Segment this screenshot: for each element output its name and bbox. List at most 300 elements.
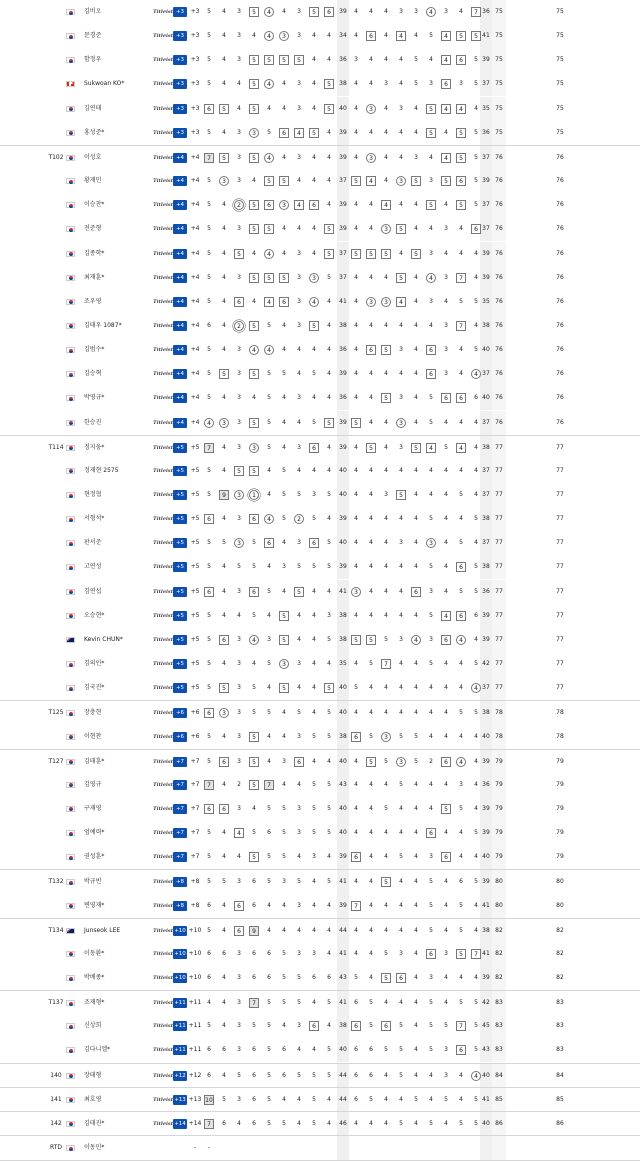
- hole-score: 4: [222, 660, 226, 668]
- player-name-link[interactable]: 현정협: [84, 491, 102, 498]
- position-cell: [44, 507, 68, 531]
- player-name-link[interactable]: 김연섭: [84, 587, 102, 595]
- player-row[interactable]: [0, 918, 640, 943]
- titleist-logo: Titleist: [153, 274, 174, 281]
- hole-score: 4: [384, 104, 388, 112]
- round-total: 76: [495, 273, 503, 281]
- to-par-cell: +7: [190, 804, 200, 812]
- hole-score: 5: [249, 321, 259, 331]
- hole-score: 4: [222, 1071, 226, 1079]
- player-row[interactable]: [0, 580, 640, 604]
- hole-score: 3: [366, 153, 376, 163]
- flag-kr-icon: [66, 854, 75, 860]
- hole-score: 5: [282, 829, 286, 837]
- hole-score: 4: [354, 153, 358, 161]
- hole-score: 7: [456, 321, 466, 331]
- hole-score: 4: [459, 466, 463, 474]
- flag-kr-icon: [66, 951, 75, 957]
- hole-score: 5: [264, 273, 274, 283]
- hole-score: 4: [369, 709, 373, 717]
- out-total: 41: [339, 297, 347, 305]
- hole-score: 5: [384, 804, 388, 812]
- hole-score: 4: [369, 587, 373, 595]
- hole-score: 6: [252, 1119, 256, 1127]
- player-row[interactable]: [0, 145, 640, 170]
- hole-score: 5: [429, 926, 433, 934]
- titleist-logo: Titleist: [153, 830, 174, 837]
- player-name-link[interactable]: 김비오: [84, 8, 102, 15]
- player-row[interactable]: [0, 242, 640, 266]
- hole-score: 4: [396, 31, 406, 41]
- player-row[interactable]: [0, 1038, 640, 1062]
- player-name-link[interactable]: Junseok LEE: [84, 926, 121, 934]
- player-name-link[interactable]: 홍성준*: [84, 128, 105, 136]
- hole-score: 4: [441, 153, 451, 163]
- hole-score: 5: [309, 7, 319, 17]
- flag-kr-icon: [66, 879, 75, 885]
- hole-score: 4: [414, 901, 418, 909]
- hole-score: 4: [354, 104, 358, 112]
- in-total: 39: [482, 974, 490, 981]
- hole-score: 3: [297, 153, 301, 161]
- player-name-link[interactable]: 김태진*: [84, 1119, 105, 1127]
- hole-score: 4: [414, 563, 418, 571]
- hole-score: 4: [459, 515, 463, 523]
- position-cell: [44, 604, 68, 628]
- to-par-cell: +12: [188, 1071, 202, 1079]
- hole-score: 4: [414, 829, 418, 837]
- out-total: 39: [339, 153, 347, 161]
- hole-score: 4: [222, 999, 226, 1007]
- hole-score: 4: [222, 829, 226, 837]
- hole-score: [219, 1143, 229, 1153]
- to-par-badge: +14: [174, 1120, 186, 1127]
- player-name-link[interactable]: 박규빈: [84, 878, 102, 886]
- hole-score: 4: [327, 515, 331, 523]
- hole-score: 5: [366, 443, 376, 453]
- hole-score: 5: [282, 370, 286, 378]
- player-name-link[interactable]: 판서준: [84, 539, 102, 547]
- player-row[interactable]: [0, 362, 640, 386]
- player-row[interactable]: [0, 507, 640, 531]
- player-name-link[interactable]: 전준형: [84, 225, 102, 233]
- to-par-badge: +7: [173, 828, 187, 838]
- player-row[interactable]: [0, 48, 640, 72]
- in-total: 38: [482, 926, 490, 934]
- player-row[interactable]: [0, 676, 640, 700]
- flag-kr-icon: [66, 226, 75, 232]
- hole-score: 4: [414, 684, 418, 692]
- player-name-link[interactable]: 김영규: [84, 780, 102, 788]
- player-row[interactable]: [0, 314, 640, 338]
- hole-score: 2: [234, 321, 244, 331]
- to-par-cell: +11: [188, 1046, 202, 1054]
- round-total: 77: [495, 491, 503, 498]
- hole-score: 4: [234, 828, 244, 838]
- flag-kr-icon: [66, 1023, 75, 1029]
- in-total: 37: [482, 370, 490, 378]
- hole-score: 4: [282, 443, 286, 451]
- player-name-link[interactable]: 이현찬: [84, 732, 102, 740]
- flag-kr-icon: [66, 1097, 75, 1103]
- round-total: 77: [495, 563, 503, 571]
- player-name-link[interactable]: 박배종*: [84, 974, 105, 981]
- hole-score: 3: [429, 177, 433, 185]
- to-par-cell: +5: [190, 611, 200, 619]
- player-name-link[interactable]: 구재영: [84, 804, 102, 812]
- to-par-badge: +5: [173, 490, 187, 500]
- hole-score: 2: [294, 514, 304, 524]
- titleist-logo: Titleist: [153, 685, 174, 692]
- hole-score: 4: [267, 926, 271, 934]
- round-total: 75: [495, 56, 503, 64]
- hole-score: 3: [237, 153, 241, 161]
- hole-score: 6: [456, 611, 466, 621]
- player-name-link[interactable]: 함정우: [84, 56, 102, 64]
- hole-score: 4: [204, 418, 214, 428]
- position-cell: 141: [50, 1095, 62, 1103]
- hole-score: 5: [207, 757, 211, 765]
- player-name-link[interactable]: 조우영: [84, 297, 102, 305]
- player-name-link[interactable]: Sukwoan KO*: [84, 80, 125, 88]
- position-cell: [44, 845, 68, 869]
- hole-score: 5: [384, 1046, 388, 1054]
- to-par-badge: +5: [173, 611, 187, 621]
- titleist-logo: Titleist: [153, 588, 174, 595]
- titleist-logo: Titleist: [153, 105, 174, 112]
- hole-score: 4: [444, 878, 448, 886]
- player-row[interactable]: [0, 290, 640, 314]
- hole-score: 4: [384, 999, 388, 1007]
- flag-kr-icon: [66, 734, 75, 740]
- player-row[interactable]: [0, 966, 640, 990]
- player-row[interactable]: [0, 773, 640, 797]
- tournament-total: 77: [556, 466, 564, 474]
- position-cell: [44, 821, 68, 845]
- player-name-link[interactable]: 조재형*: [84, 999, 105, 1007]
- hole-score: 6: [282, 1046, 286, 1054]
- hole-score: 4: [369, 974, 373, 981]
- hole-score: 3: [237, 878, 241, 886]
- player-name-link[interactable]: 장태형: [84, 1071, 102, 1079]
- hole-score: 5: [456, 31, 466, 41]
- player-row[interactable]: [0, 121, 640, 145]
- player-name-link[interactable]: 김태훈*: [84, 757, 105, 765]
- player-row[interactable]: [0, 725, 640, 749]
- hole-score: 6: [252, 949, 256, 957]
- hole-score: 5: [249, 104, 259, 114]
- player-row[interactable]: [0, 0, 640, 24]
- player-name-link[interactable]: 이동환*: [84, 949, 105, 957]
- player-name-link[interactable]: 김태우 1087*: [84, 321, 122, 329]
- player-name-link[interactable]: 김범수*: [84, 346, 105, 354]
- tournament-total: 82: [556, 974, 564, 981]
- hole-score: 4: [444, 297, 448, 305]
- position-cell: [44, 314, 68, 338]
- player-row[interactable]: [0, 604, 640, 628]
- tournament-total: 78: [556, 709, 564, 717]
- in-total: 37: [482, 418, 490, 426]
- flag-kr-icon: [66, 178, 75, 184]
- round-total: 85: [495, 1095, 503, 1103]
- flag-kr-icon: [66, 975, 75, 981]
- titleist-logo: Titleist: [153, 805, 174, 812]
- hole-score: 4: [369, 853, 373, 861]
- round-total: 78: [495, 732, 503, 740]
- hole-score: 4: [222, 273, 226, 281]
- player-name-link[interactable]: 김국진*: [84, 684, 105, 692]
- player-name-link[interactable]: 엄예력*: [84, 829, 105, 837]
- hole-score: 4: [222, 466, 226, 474]
- player-row[interactable]: [0, 628, 640, 652]
- player-row[interactable]: [0, 990, 640, 1015]
- tournament-total: 76: [556, 201, 564, 209]
- hole-score: 4: [369, 321, 373, 329]
- hole-score: 4: [327, 1022, 331, 1030]
- hole-score: 5: [207, 56, 211, 64]
- flag-kr-icon: [66, 468, 75, 474]
- player-name-link[interactable]: 김다니엘*: [84, 1046, 111, 1054]
- flag-kr-icon: [66, 155, 75, 161]
- player-row[interactable]: [0, 1135, 640, 1161]
- player-row[interactable]: [0, 652, 640, 676]
- hole-score: 5: [222, 1095, 226, 1103]
- player-row[interactable]: [0, 821, 640, 845]
- hole-score: 3: [459, 780, 463, 788]
- hole-score: 4: [354, 346, 358, 354]
- in-total: 40: [482, 346, 490, 354]
- hole-score: 4: [369, 466, 373, 474]
- player-name-link[interactable]: 권성훈*: [84, 853, 105, 861]
- hole-score: 4: [327, 1119, 331, 1127]
- hole-score: 4: [369, 491, 373, 498]
- player-row[interactable]: [0, 700, 640, 725]
- hole-score: 4: [312, 660, 316, 668]
- player-row[interactable]: [0, 266, 640, 290]
- hole-score: 3: [282, 563, 286, 571]
- hole-score: 4: [444, 249, 448, 257]
- player-name-link[interactable]: 최재훈*: [84, 273, 105, 281]
- out-total: 39: [339, 225, 347, 233]
- player-row[interactable]: [0, 1014, 640, 1038]
- player-name-link[interactable]: 한승진: [84, 418, 102, 426]
- hole-score: 4: [414, 878, 418, 886]
- player-row[interactable]: [0, 72, 640, 96]
- hole-score: 4: [444, 563, 448, 571]
- player-row[interactable]: [0, 942, 640, 966]
- hole-score: 6: [366, 31, 376, 41]
- hole-score: 4: [354, 297, 358, 305]
- hole-score: 5: [207, 32, 211, 40]
- titleist-logo: Titleist: [153, 395, 174, 402]
- hole-score: 4: [459, 1095, 463, 1103]
- player-row[interactable]: [0, 869, 640, 894]
- hole-score: 5: [327, 829, 331, 837]
- hole-score: 5: [207, 491, 211, 498]
- hole-score: 4: [252, 177, 256, 185]
- hole-score: 5: [474, 878, 478, 886]
- hole-score: 4: [384, 780, 388, 788]
- player-row[interactable]: [0, 1063, 640, 1088]
- hole-score: 6: [234, 901, 244, 911]
- player-row[interactable]: [0, 169, 640, 193]
- player-name-link[interactable]: 서형석*: [84, 515, 105, 523]
- hole-score: 5: [207, 177, 211, 185]
- player-row[interactable]: [0, 386, 640, 410]
- player-row[interactable]: [0, 797, 640, 821]
- player-name-link[interactable]: 박영규*: [84, 394, 105, 402]
- round-total: 79: [495, 780, 503, 788]
- to-par-cell: +7: [190, 829, 200, 837]
- hole-score: 4: [267, 466, 271, 474]
- hole-score: 5: [429, 563, 433, 571]
- hole-score: 1: [249, 490, 259, 500]
- hole-score: 4: [297, 611, 301, 619]
- hole-score: 5: [267, 128, 271, 136]
- titleist-logo: Titleist: [153, 1047, 174, 1054]
- hole-score: 5: [294, 587, 304, 597]
- to-par-badge: +11: [174, 1023, 186, 1030]
- position-cell: [44, 942, 68, 966]
- hole-score: 4: [459, 853, 463, 861]
- hole-score: 5: [429, 660, 433, 668]
- player-name-link[interactable]: 정지웅*: [84, 443, 105, 451]
- player-row[interactable]: [0, 894, 640, 918]
- hole-score: 4: [327, 660, 331, 668]
- player-row[interactable]: [0, 411, 640, 435]
- hole-score: 4: [327, 901, 331, 909]
- position-cell: [44, 555, 68, 579]
- player-name-link[interactable]: 신상희: [84, 1022, 102, 1030]
- hole-score: 5: [399, 1022, 403, 1030]
- hole-score: 6: [294, 757, 304, 767]
- player-row[interactable]: [0, 845, 640, 869]
- hole-score: 4: [444, 466, 448, 474]
- player-name-link[interactable]: 이승찬*: [84, 201, 105, 209]
- hole-score: 5: [429, 611, 433, 619]
- out-total: [337, 1136, 349, 1160]
- hole-score: 6: [204, 514, 214, 524]
- hole-score: 7: [204, 443, 214, 453]
- round-total: 77: [495, 611, 503, 619]
- player-name-link[interactable]: 김연태: [84, 104, 102, 112]
- hole-score: 4: [297, 926, 301, 934]
- hole-score: 5: [237, 1071, 241, 1079]
- player-name-link[interactable]: 김의인*: [84, 660, 105, 668]
- hole-score: 6: [267, 949, 271, 957]
- player-row[interactable]: [0, 338, 640, 362]
- in-total: 39: [482, 757, 490, 765]
- player-row[interactable]: [0, 217, 640, 241]
- in-total: 35: [482, 104, 490, 112]
- player-name-link[interactable]: 이성호: [84, 153, 102, 161]
- player-row[interactable]: [0, 435, 640, 460]
- player-row[interactable]: [0, 24, 640, 48]
- player-row[interactable]: [0, 193, 640, 217]
- hole-score: 5: [444, 1022, 448, 1030]
- player-row[interactable]: [0, 459, 640, 483]
- hole-score: 4: [264, 249, 274, 259]
- in-total: 37: [482, 684, 490, 692]
- player-row[interactable]: [0, 97, 640, 121]
- player-row[interactable]: [0, 1111, 640, 1136]
- round-total: 75: [495, 128, 503, 136]
- player-name-link[interactable]: 황재민: [84, 177, 102, 185]
- player-name-link[interactable]: 최호영: [84, 1095, 102, 1103]
- to-par-badge: +4: [173, 369, 187, 379]
- titleist-logo: Titleist: [153, 371, 174, 378]
- to-par-cell: +5: [190, 563, 200, 571]
- player-name-link[interactable]: 정재현 2575: [84, 466, 119, 474]
- player-name-link[interactable]: 문경준: [84, 32, 102, 40]
- hole-score: 4: [444, 587, 448, 595]
- out-total: 39: [339, 8, 347, 15]
- player-row[interactable]: [0, 483, 640, 507]
- hole-score: 3: [312, 853, 316, 861]
- hole-score: 5: [456, 200, 466, 210]
- player-name-link[interactable]: 김승혁: [84, 370, 102, 378]
- hole-score: 4: [354, 394, 358, 402]
- hole-score: 3: [237, 804, 241, 812]
- player-name-link[interactable]: 오승현*: [84, 611, 105, 619]
- hole-score: 4: [369, 539, 373, 547]
- hole-score: 5: [429, 515, 433, 523]
- out-total: 36: [339, 394, 347, 402]
- player-row[interactable]: [0, 749, 640, 774]
- hole-score: 4: [282, 901, 286, 909]
- player-row[interactable]: [0, 531, 640, 555]
- hole-score: 4: [399, 201, 403, 209]
- player-row[interactable]: [0, 555, 640, 579]
- hole-score: 4: [222, 249, 226, 257]
- hole-score: 3: [237, 56, 241, 64]
- hole-score: 5: [267, 709, 271, 717]
- player-name-link[interactable]: 장충현: [84, 709, 102, 717]
- hole-score: 4: [312, 56, 316, 64]
- hole-score: 3: [396, 757, 406, 767]
- player-name-link[interactable]: 김종학*: [84, 249, 105, 257]
- player-row[interactable]: [0, 1087, 640, 1112]
- hole-score: 5: [219, 683, 229, 693]
- player-name-link[interactable]: Kevin CHUN*: [84, 635, 123, 643]
- hole-score: 5: [309, 128, 319, 138]
- hole-score: [351, 1143, 361, 1153]
- tournament-total: 75: [556, 80, 564, 88]
- hole-score: 3: [237, 974, 241, 981]
- to-par-badge: +3: [173, 104, 187, 114]
- flag-kr-icon: [66, 830, 75, 836]
- tournament-total: 83: [556, 1046, 564, 1054]
- hole-score: 4: [429, 225, 433, 233]
- in-total: 40: [482, 732, 490, 740]
- hole-score: 5: [207, 273, 211, 281]
- hole-score: 5: [282, 949, 286, 957]
- player-name-link[interactable]: 고연성: [84, 563, 102, 571]
- hole-score: 4: [354, 804, 358, 812]
- player-name-link[interactable]: 이동민*: [84, 1144, 105, 1152]
- hole-score: 4: [369, 804, 373, 812]
- hole-score: [381, 1143, 391, 1153]
- player-name-link[interactable]: 변영재*: [84, 901, 105, 909]
- hole-score: 5: [312, 780, 316, 788]
- hole-score: 5: [249, 153, 259, 163]
- position-cell: [44, 411, 68, 435]
- hole-score: 5: [327, 1046, 331, 1054]
- hole-score: 4: [267, 491, 271, 498]
- hole-score: 5: [207, 563, 211, 571]
- out-total: 40: [339, 104, 347, 112]
- hole-score: 5: [444, 443, 448, 451]
